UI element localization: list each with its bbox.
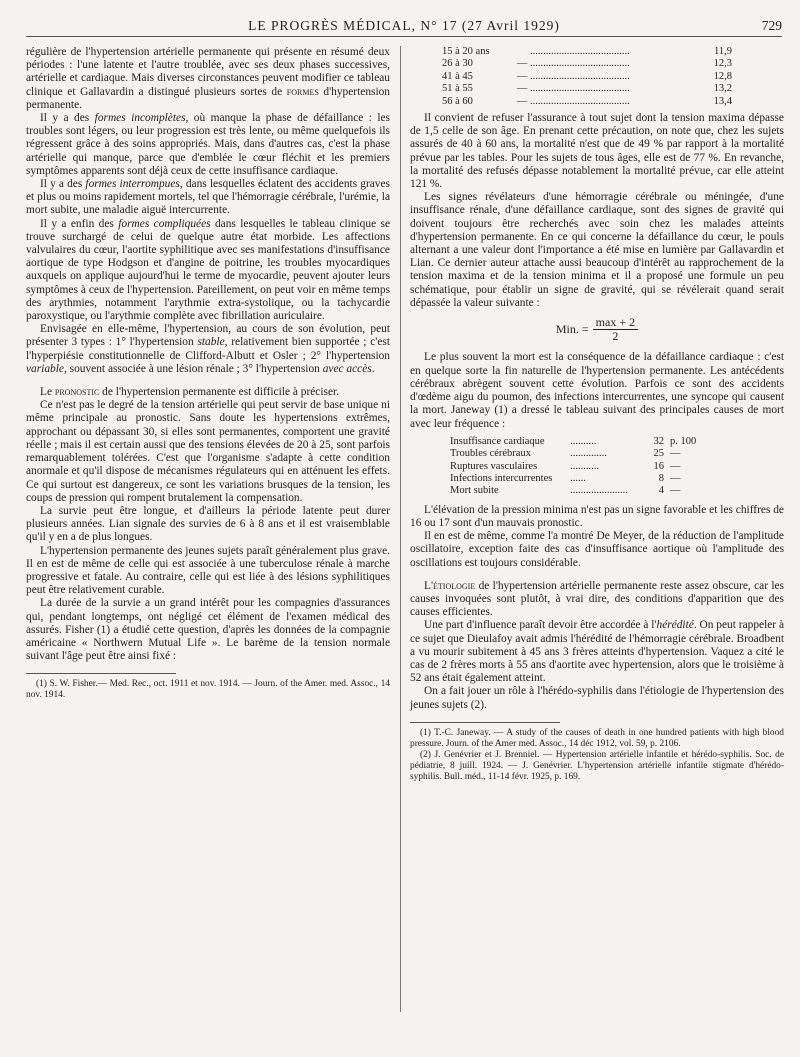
paragraph: Le plus souvent la mort est la conséquence de la défaillance cardiaque : c'est en quelque sorte la fin naturelle de l'hypertension permanente. Les antécédents cérébraux abrègent souvent cette évolution. Parfois ce sont des accidents d'œdème aigu du poumon, des infections intercurrentes, une syncope qui causent la mort. Janeway (1) a dressé le tableau suivant des principales causes de mort avec leur fréquence : <box>410 351 784 430</box>
table-row <box>442 96 732 108</box>
paragraph: Il y a des formes incomplètes, où manque la phase de défaillance : les troubles sont légers, ou leur progression est très lente, ou même quelquefois ils régressent grâce à des soins appropriés. Mais, dans d'autres cas, c'est la phase artérielle qui manque, parce que d'emblée le cœur fléchit et les premiers symptômes apparents sont déjà ceux de cette insuffisance cardiaque. <box>26 112 390 177</box>
age-range: 41 à 45 <box>442 70 473 82</box>
table-row <box>450 461 710 473</box>
table-row <box>442 58 732 70</box>
footnotes <box>410 728 784 783</box>
footnote-rule <box>410 722 560 723</box>
cause-value: 16 <box>653 460 664 472</box>
cause-label: Troubles cérébraux <box>450 448 531 460</box>
formula-lhs: Min. = <box>555 322 589 337</box>
lian-formula <box>410 316 784 343</box>
tension-value: 12,8 <box>713 70 732 82</box>
running-title: LE PROGRÈS MÉDICAL, N° 17 (27 Avril 1929) <box>248 18 560 33</box>
footnote-rule <box>26 673 176 674</box>
age-tension-table <box>442 46 732 108</box>
right-column <box>410 46 784 783</box>
dash: — <box>516 95 528 107</box>
tension-value: 12,3 <box>713 58 732 70</box>
dot-leader: ...................... <box>570 485 628 497</box>
cause-unit: — <box>670 472 681 484</box>
cause-unit: — <box>670 485 681 497</box>
section-etiologie: L'étiologie de l'hypertension artérielle permanente reste assez obscure, car les causes invoquées sont plutôt, à vrai dire, des conditions d'apparition que des causes efficientes. <box>410 579 784 619</box>
cause-value: 8 <box>658 472 664 484</box>
dot-leader: ...................................... <box>530 83 630 95</box>
formula-fraction <box>593 316 638 343</box>
cause-label: Ruptures vasculaires <box>450 460 538 472</box>
cause-unit: p. 100 <box>670 435 697 447</box>
table-row <box>450 473 710 485</box>
left-column <box>26 46 390 701</box>
cause-label: Mort subite <box>450 485 499 497</box>
tension-value: 13,4 <box>713 95 732 107</box>
dash <box>514 46 530 58</box>
paragraph: La survie peut être longue, et d'ailleurs la période latente peut durer plusieurs années. Lian signale des survies de 6 à 8 ans et il est vraisemblable qu'il y en a de plus longues. <box>26 504 390 544</box>
page-header <box>26 18 782 38</box>
section-pronostic: Le pronostic de l'hypertension permanente est difficile à préciser. <box>40 386 340 399</box>
cause-unit: — <box>670 448 681 460</box>
table-row <box>442 46 732 58</box>
dot-leader: ...... <box>570 472 586 484</box>
paragraph: régulière de l'hypertension artérielle permanente qui présente en résumé deux périodes : l'une latente et l'autre troublée, avec ses deux phases successives, artérielle et cardiaque. Mais diverses circonstances peuvent modifier ce tableau clinique et Gallavardin a distingué plusieurs sortes de formes d'hypertension permanente. <box>26 46 391 111</box>
table-row <box>442 71 732 83</box>
paragraph: La durée de la survie a un grand intérêt pour les compagnies d'assurances qui, pendant longtemps, ont négligé cet élément de l'examen médical des assurés. Fisher (1) a étudié cette question, d'après les données de la compagnie américaine « Northwern Mutual Life ». Le barème de la tension normale suivant l'âge peut être ainsi fixé : <box>26 597 390 663</box>
dot-leader: ...................................... <box>530 95 630 107</box>
age-range: 15 à 20 ans <box>442 46 490 57</box>
paragraph: Une part d'influence paraît devoir être accordée à l'hérédité. On peut rappeler à ce sujet que Dieulafoy avait admis l'hérédité de l'hémorragie cérébrale. Broadbent a vu mourir subitement à 45 ans 3 frères atteints d'hypertension. Vaquez a cité le cas de 2 frères morts à 55 ans d'aortite avec hypertension, alors que le troisième à 52 ans était également atteint. <box>410 619 784 685</box>
paragraph: L'élévation de la pression minima n'est pas un signe favorable et les chiffres de 16 ou 17 sont d'un mauvais pronostic. <box>410 503 784 529</box>
dash: — <box>516 83 528 95</box>
tension-value: 13,2 <box>713 83 732 95</box>
header-rule <box>26 36 782 37</box>
dash: — <box>516 70 528 82</box>
cause-value: 32 <box>653 435 664 447</box>
cause-label: Infections intercurrentes <box>450 472 553 484</box>
age-range: 56 à 60 <box>442 95 473 107</box>
formula-denominator: 2 <box>612 329 619 344</box>
dot-leader: ........... <box>570 460 600 472</box>
dot-leader: .......... <box>570 435 597 447</box>
paragraph: Il y a enfin des formes compliquées dans lesquelles le tableau clinique se trouve surchargé de celui de quelque autre état morbide. Les affections valvulaires du cœur, l'aortite syphilitique avec ses manifestations d'insuffisance aortique de type Hodgson et d'angine de poitrine, les troubles myocardiques auxquels on applique aujourd'hui le terme de myocardie, peuvent ajouter leurs symptômes à ceux de l'hypertension. Pareillement, on peut voir en même temps des arythmies, notamment l'arythmie extra-systolique, ou la tachycardie paroxystique, ou l'arythmie complète avec fibrillation auriculaire. <box>26 217 391 323</box>
causes-of-death-table <box>450 436 710 498</box>
cause-value: 25 <box>653 448 664 460</box>
dot-leader: ...................................... <box>530 58 630 70</box>
table-row <box>450 436 710 448</box>
footnote: (1) S. W. Fisher.— Med. Rec., oct. 1911 et nov. 1914. — Journ. of the Amer. med. Assoc., 14 nov. 1914. <box>26 679 390 701</box>
table-row <box>450 485 710 497</box>
paragraph: Ce n'est pas le degré de la tension artérielle qui peut servir de base unique ni même principale au pronostic. Sans doute les hypertensions extrêmes, approchant ou dépassant 30, si elles sont permanentes, comportent une gravité réelle ; mais il est certain aussi que des tensions élevées de 20 à 25, sont parfois remarquablement tolérées. C'est que l'organisme s'adapte à cette condition anormale et qu'il dispose de mécanismes régulateurs qui en atténuent les effets. Ce qui surtout est dangereux, ce sont les variations brusques de la tension, les coups de pression qui rompent brutalement la compensation. <box>26 399 390 504</box>
cause-value: 4 <box>658 485 664 497</box>
paragraph: Il en est de même, comme l'a montré De Meyer, de la réduction de l'amplitude oscillatoire, exception faite des cas d'insuffisance aortique où l'amplitude des oscillations est toujours considérable. <box>410 530 784 569</box>
dot-leader: .............. <box>570 448 607 460</box>
paragraph: On a fait jouer un rôle à l'hérédo-syphilis dans l'étiologie de l'hypertension des jeunes sujets (2). <box>410 685 784 711</box>
table-row <box>442 83 732 95</box>
page-number: 729 <box>761 18 782 33</box>
footnote: (2) J. Genévrier et J. Brenniel. — Hypertension artérielle infantile et hérédo-syphilis. Soc. de pédiatrie, 8 juill. 1924. — J. Genévrier. L'hypertension artérielle infantile stigmate d'hérédo-syphilis. Bull. méd., 11-14 févr. 1925, p. 169. <box>410 749 784 782</box>
formula-numerator: max + 2 <box>593 316 638 330</box>
paragraph: Il y a des formes interrompues, dans lesquelles éclatent des accidents graves et plus ou moins rapidement mortels, tel que l'hémorragie cérébrale, l'urémie, la mort subite, une maladie aiguë intercurrente. <box>26 178 390 217</box>
dash: — <box>516 58 528 70</box>
dot-leader: ...................................... <box>530 46 630 57</box>
cause-unit: — <box>670 460 681 472</box>
age-range: 51 à 55 <box>442 83 473 95</box>
table-row <box>450 448 710 460</box>
age-range: 26 à 30 <box>442 58 473 70</box>
footnote: (1) T.-C. Janeway. — A study of the causes of death in one hundred patients with high blood pressure. Journ. of the Amer med. Assoc., 14 déc 1912, vol. 59, p. 2106. <box>410 727 784 749</box>
paragraph: Il convient de refuser l'assurance à tout sujet dont la tension maxima dépasse de 1,5 celle de son âge. En prenant cette précaution, on note que, chez les sujets assurés de 40 à 60 ans, la mortalité n'est que de 49 % par rapport à la mortalité prévue par les tables. Pour les sujets de tous âges, elle est de 77 %. En revanche, la mortalité des refusés dépasse notablement la mortalité prévue, car elle atteint 121 %. <box>410 112 784 191</box>
column-separator <box>400 46 401 1012</box>
paragraph: L'hypertension permanente des jeunes sujets paraît généralement plus grave. Il en est de même de celle qui est associée à une tuberculose rénale à marche progressive et fatale. Au contraire, celle qui est liée à des lésions syphilitiques peut être relativement curable. <box>26 544 390 597</box>
cause-label: Insuffisance cardiaque <box>450 435 545 447</box>
paragraph: Les signes révélateurs d'une hémorragie cérébrale ou méningée, d'une insuffisance rénale, d'une défaillance cardiaque, sont des signes de gravité qui doivent toujours être recherchés avec soin chez les malades atteints d'hypertension permanente. En ce qui concerne la défaillance du cœur, le pouls alternant a une valeur dont l'importance a été mise en lumière par Gallavardin et Lian. Ce dernier auteur attache aussi beaucoup d'intérêt au rapprochement de la tension maxima et de la tension minima et il a proposé une formule un peu schématique, pour établir un signe de gravité, qui se révélerait quand serait dépassée la valeur suivante : <box>410 191 784 309</box>
dot-leader: ...................................... <box>530 70 630 82</box>
paragraph: Envisagée en elle-même, l'hypertension, au cours de son évolution, peut présenter 3 types : 1° l'hypertension stable, relativement bien supportée ; c'est l'hyperpiésie constitutionnelle de Clifford-Albutt et Osler ; 2° l'hypertension variable, souvent associée à une lésion rénale ; 3° l'hypertension avec accès. <box>26 323 390 375</box>
tension-value: 11,9 <box>714 46 732 57</box>
